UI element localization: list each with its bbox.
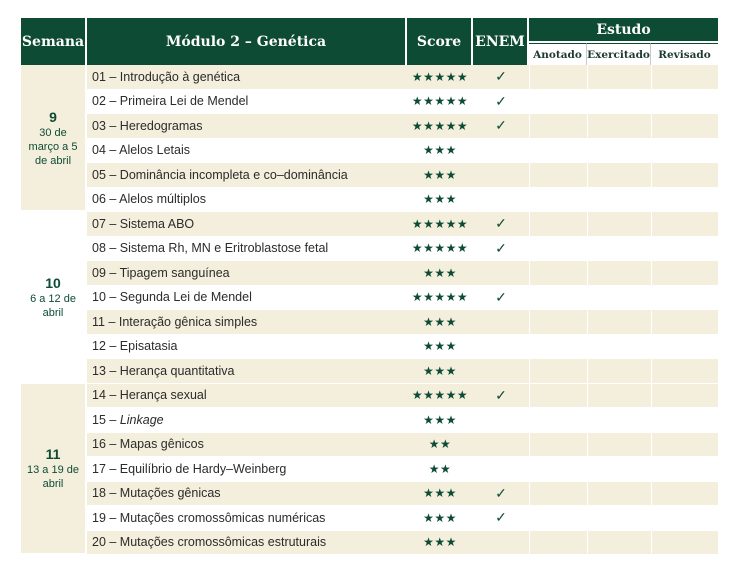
study-revised-checkbox[interactable] [651,433,718,458]
score-stars: ★★★★★ [407,384,473,409]
week-number: 9 [49,108,57,125]
enem-check [473,163,529,188]
week-dates: 30 de março a 5 de abril [28,126,78,167]
topic-cell: 01 – Introdução à genética [87,65,407,90]
study-revised-checkbox[interactable] [651,531,718,556]
study-exercised-checkbox[interactable] [587,482,651,507]
table-row [21,408,718,433]
score-stars: ★★★★★ [407,90,473,115]
score-stars: ★★★ [407,359,473,384]
study-annotated-checkbox[interactable] [529,310,587,335]
study-revised-checkbox[interactable] [651,163,718,188]
study-exercised-checkbox[interactable] [587,163,651,188]
study-exercised-checkbox[interactable] [587,114,651,139]
study-annotated-checkbox[interactable] [529,506,587,531]
enem-check [473,139,529,164]
enem-check [473,335,529,360]
enem-check: ✓ [473,286,529,311]
study-annotated-checkbox[interactable] [529,457,587,482]
enem-check: ✓ [473,212,529,237]
score-stars: ★★★★★ [407,237,473,262]
study-annotated-checkbox[interactable] [529,359,587,384]
study-annotated-checkbox[interactable] [529,408,587,433]
study-annotated-checkbox[interactable] [529,188,587,213]
table-row [21,114,718,139]
study-exercised-checkbox[interactable] [587,188,651,213]
table-row [21,384,718,409]
enem-check [473,261,529,286]
study-revised-checkbox[interactable] [651,212,718,237]
header-week: Semana [21,18,87,65]
table-row [21,335,718,360]
study-revised-checkbox[interactable] [651,286,718,311]
study-exercised-checkbox[interactable] [587,433,651,458]
week-cell [21,212,87,384]
study-annotated-checkbox[interactable] [529,433,587,458]
topic-cell: 03 – Heredogramas [87,114,407,139]
score-stars: ★★★★★ [407,212,473,237]
topic-cell: 19 – Mutações cromossômicas numéricas [87,506,407,531]
study-annotated-checkbox[interactable] [529,114,587,139]
topic-cell: 14 – Herança sexual [87,384,407,409]
score-stars: ★★★ [407,188,473,213]
enem-check [473,408,529,433]
study-revised-checkbox[interactable] [651,114,718,139]
study-revised-checkbox[interactable] [651,384,718,409]
topic-cell: 09 – Tipagem sanguínea [87,261,407,286]
study-annotated-checkbox[interactable] [529,237,587,262]
study-exercised-checkbox[interactable] [587,531,651,556]
study-exercised-checkbox[interactable] [587,65,651,90]
topic-cell: 16 – Mapas gênicos [87,433,407,458]
table-row [21,531,718,556]
topic-cell: 10 – Segunda Lei de Mendel [87,286,407,311]
study-annotated-checkbox[interactable] [529,163,587,188]
study-annotated-checkbox[interactable] [529,384,587,409]
study-exercised-checkbox[interactable] [587,359,651,384]
enem-check: ✓ [473,65,529,90]
study-plan-table [21,18,718,555]
topic-italic: Linkage [119,412,164,427]
table-row [21,261,718,286]
score-stars: ★★★★★ [407,114,473,139]
enem-check: ✓ [473,482,529,507]
header-revised: Revisado [651,43,718,65]
header-score: Score [407,18,473,65]
enem-check: ✓ [473,90,529,115]
study-revised-checkbox[interactable] [651,482,718,507]
study-exercised-checkbox[interactable] [587,335,651,360]
table-row [21,286,718,311]
study-annotated-checkbox[interactable] [529,65,587,90]
week-cell [21,384,87,556]
study-revised-checkbox[interactable] [651,335,718,360]
score-stars: ★★★★★ [407,65,473,90]
enem-check [473,188,529,213]
header-exercised: Exercitado [587,43,651,65]
study-exercised-checkbox[interactable] [587,261,651,286]
study-annotated-checkbox[interactable] [529,261,587,286]
enem-check: ✓ [473,114,529,139]
score-stars: ★★★ [407,139,473,164]
table-row [21,163,718,188]
header-study: Estudo [529,18,718,43]
enem-check [473,531,529,556]
topic-cell: 13 – Herança quantitativa [87,359,407,384]
topic-cell: 02 – Primeira Lei de Mendel [87,90,407,115]
topic-cell: 12 – Episatasia [87,335,407,360]
study-exercised-checkbox[interactable] [587,139,651,164]
enem-check [473,359,529,384]
score-stars: ★★★ [407,506,473,531]
study-annotated-checkbox[interactable] [529,90,587,115]
topic-cell: 18 – Mutações gênicas [87,482,407,507]
study-annotated-checkbox[interactable] [529,212,587,237]
study-exercised-checkbox[interactable] [587,310,651,335]
topic-cell: 05 – Dominância incompleta e co–dominância [87,163,407,188]
score-stars: ★★★ [407,335,473,360]
enem-check: ✓ [473,384,529,409]
table-body [21,65,718,555]
study-exercised-checkbox[interactable] [587,90,651,115]
table-row [21,237,718,262]
week-number: 10 [45,274,61,291]
score-stars: ★★★ [407,408,473,433]
enem-check: ✓ [473,506,529,531]
score-stars: ★★★ [407,482,473,507]
topic-cell: 07 – Sistema ABO [87,212,407,237]
table-row [21,359,718,384]
study-annotated-checkbox[interactable] [529,531,587,556]
study-exercised-checkbox[interactable] [587,506,651,531]
study-exercised-checkbox[interactable] [587,212,651,237]
week-cell [21,65,87,212]
week-dates: 13 a 19 de abril [27,464,79,491]
header-module: Módulo 2 – Genética [87,18,407,65]
topic-prefix: 15 – [92,412,120,427]
table-row [21,188,718,213]
week-number: 11 [45,446,61,463]
study-exercised-checkbox[interactable] [587,408,651,433]
score-stars: ★★★ [407,261,473,286]
study-revised-checkbox[interactable] [651,237,718,262]
study-annotated-checkbox[interactable] [529,139,587,164]
topic-cell: 06 – Alelos múltiplos [87,188,407,213]
study-revised-checkbox[interactable] [651,408,718,433]
table-row [21,457,718,482]
table-row [21,310,718,335]
table-row [21,212,718,237]
study-annotated-checkbox[interactable] [529,482,587,507]
study-revised-checkbox[interactable] [651,65,718,90]
study-annotated-checkbox[interactable] [529,286,587,311]
table-row [21,65,718,90]
study-revised-checkbox[interactable] [651,90,718,115]
header-enem: ENEM [473,18,529,65]
topic-cell [87,408,407,433]
header-annotated: Anotado [529,43,587,65]
study-annotated-checkbox[interactable] [529,335,587,360]
study-revised-checkbox[interactable] [651,506,718,531]
table-row [21,506,718,531]
score-stars: ★★★ [407,531,473,556]
score-stars: ★★★ [407,310,473,335]
enem-check [473,433,529,458]
study-revised-checkbox[interactable] [651,359,718,384]
enem-check: ✓ [473,237,529,262]
table-row [21,482,718,507]
study-revised-checkbox[interactable] [651,188,718,213]
topic-cell: 20 – Mutações cromossômicas estruturais [87,531,407,556]
enem-check [473,457,529,482]
topic-cell: 11 – Interação gênica simples [87,310,407,335]
score-stars: ★★ [407,457,473,482]
study-revised-checkbox[interactable] [651,310,718,335]
study-exercised-checkbox[interactable] [587,237,651,262]
table-row [21,433,718,458]
table-row [21,139,718,164]
score-stars: ★★ [407,433,473,458]
score-stars: ★★★★★ [407,286,473,311]
enem-check [473,310,529,335]
study-exercised-checkbox[interactable] [587,384,651,409]
table-row [21,90,718,115]
study-revised-checkbox[interactable] [651,457,718,482]
study-revised-checkbox[interactable] [651,261,718,286]
topic-cell: 08 – Sistema Rh, MN e Eritroblastose fetal [87,237,407,262]
topic-cell: 17 – Equilíbrio de Hardy–Weinberg [87,457,407,482]
study-revised-checkbox[interactable] [651,139,718,164]
study-exercised-checkbox[interactable] [587,286,651,311]
study-exercised-checkbox[interactable] [587,457,651,482]
score-stars: ★★★ [407,163,473,188]
week-dates: 6 a 12 de abril [30,292,76,319]
topic-cell: 04 – Alelos Letais [87,139,407,164]
